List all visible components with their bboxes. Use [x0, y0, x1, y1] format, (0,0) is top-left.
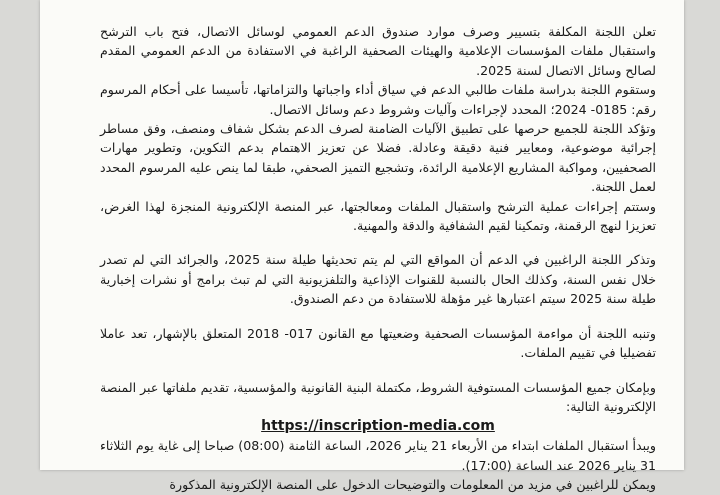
document-page — [40, 0, 684, 493]
paragraph-platform: وستتم إجراءات عملية الترشح واستقبال الملفات ومعالجتها، عبر المنصة الإلكترونية المنجزة لهذا الغرض، تعزيزا لنهج الرقمنة، وتمكينا لقيم الشفافية والدقة والمهنية. — [100, 198, 656, 234]
paragraph-commitment: وتؤكد اللجنة للجميع حرصها على تطبيق الآليات الضامنة لصرف الدعم بشكل شفاف ومنصف، وفق مساطر إجرائية موضوعية، ومعايير فنية دقيقة وعادلة. فضلا عن تعزيز الاهتمام بدعم التكوين، وتطوير مهارات الصحفيين، ومواكبة المشاريع الإعلامية الرائدة، وتشجيع التميز الصحفي، طبقا لما ينص عليه المرسوم المحدد لعمل اللجنة. — [100, 121, 656, 195]
paragraph-advertising-law: وتنبه اللجنة أن مواءمة المؤسسات الصحفية وضعيتها مع القانون 017- 2018 المتعلق بالإشهار، تعد عاملا تفضيليا في تقييم الملفات. — [100, 325, 656, 361]
paragraph-announcement: تعلن اللجنة المكلفة بتسيير وصرف موارد صندوق الدعم العمومي لوسائل الاتصال، فتح باب الترشح واستقبال ملفات المؤسسات الإعلامية والهيئات الصحفية الراغبة في الاستفادة من الدعم العمومي المقدم لصالح وسائل الاتصال لسنة 2025. — [100, 24, 656, 78]
paragraph-more-info: ويمكن للراغبين في مزيد من المعلومات والتوضيحات الدخول على المنصة الإلكترونية المذكورة — [169, 477, 656, 493]
document-body — [100, 22, 656, 495]
paragraph-eligibility: وتذكر اللجنة الراغبين في الدعم أن المواقع التي لم يتم تحديثها طيلة سنة 2025، والجرائد التي لم تصدر خلال نفس السنة، وكذلك الحال بالنسبة للقنوات الإذاعية والتلفزيونية التي لم تبث برامج أو نشرات إخبارية طيلة سنة 2025 سيتم اعتبارها غير مؤهلة للاستفادة من دعم الصندوق. — [100, 252, 656, 307]
paragraph-dates: ويبدأ استقبال الملفات ابتداء من الأربعاء 21 يناير 2026، الساعة الثامنة (08:00) صباحا إلى غاية يوم الثلاثاء 31 يناير 2026 عند الساعة (17:00). — [100, 438, 657, 473]
inscription-link[interactable]: https://inscription-media.com — [261, 418, 495, 435]
paragraph-application: وبإمكان جميع المؤسسات المستوفية الشروط، مكتملة البنية القانونية والمؤسسية، تقديم ملفاتها عبر المنصة الإلكترونية التالية: — [100, 379, 656, 414]
paragraph-study: وستقوم اللجنة بدراسة ملفات طالبي الدعم في سياق أداء واجباتها والتزاماتها، تأسيسا على أحكام المرسوم رقم: 0185- 2024؛ المحدد لإجراءات وآليات وشروط دعم وسائل الاتصال. — [100, 82, 656, 117]
